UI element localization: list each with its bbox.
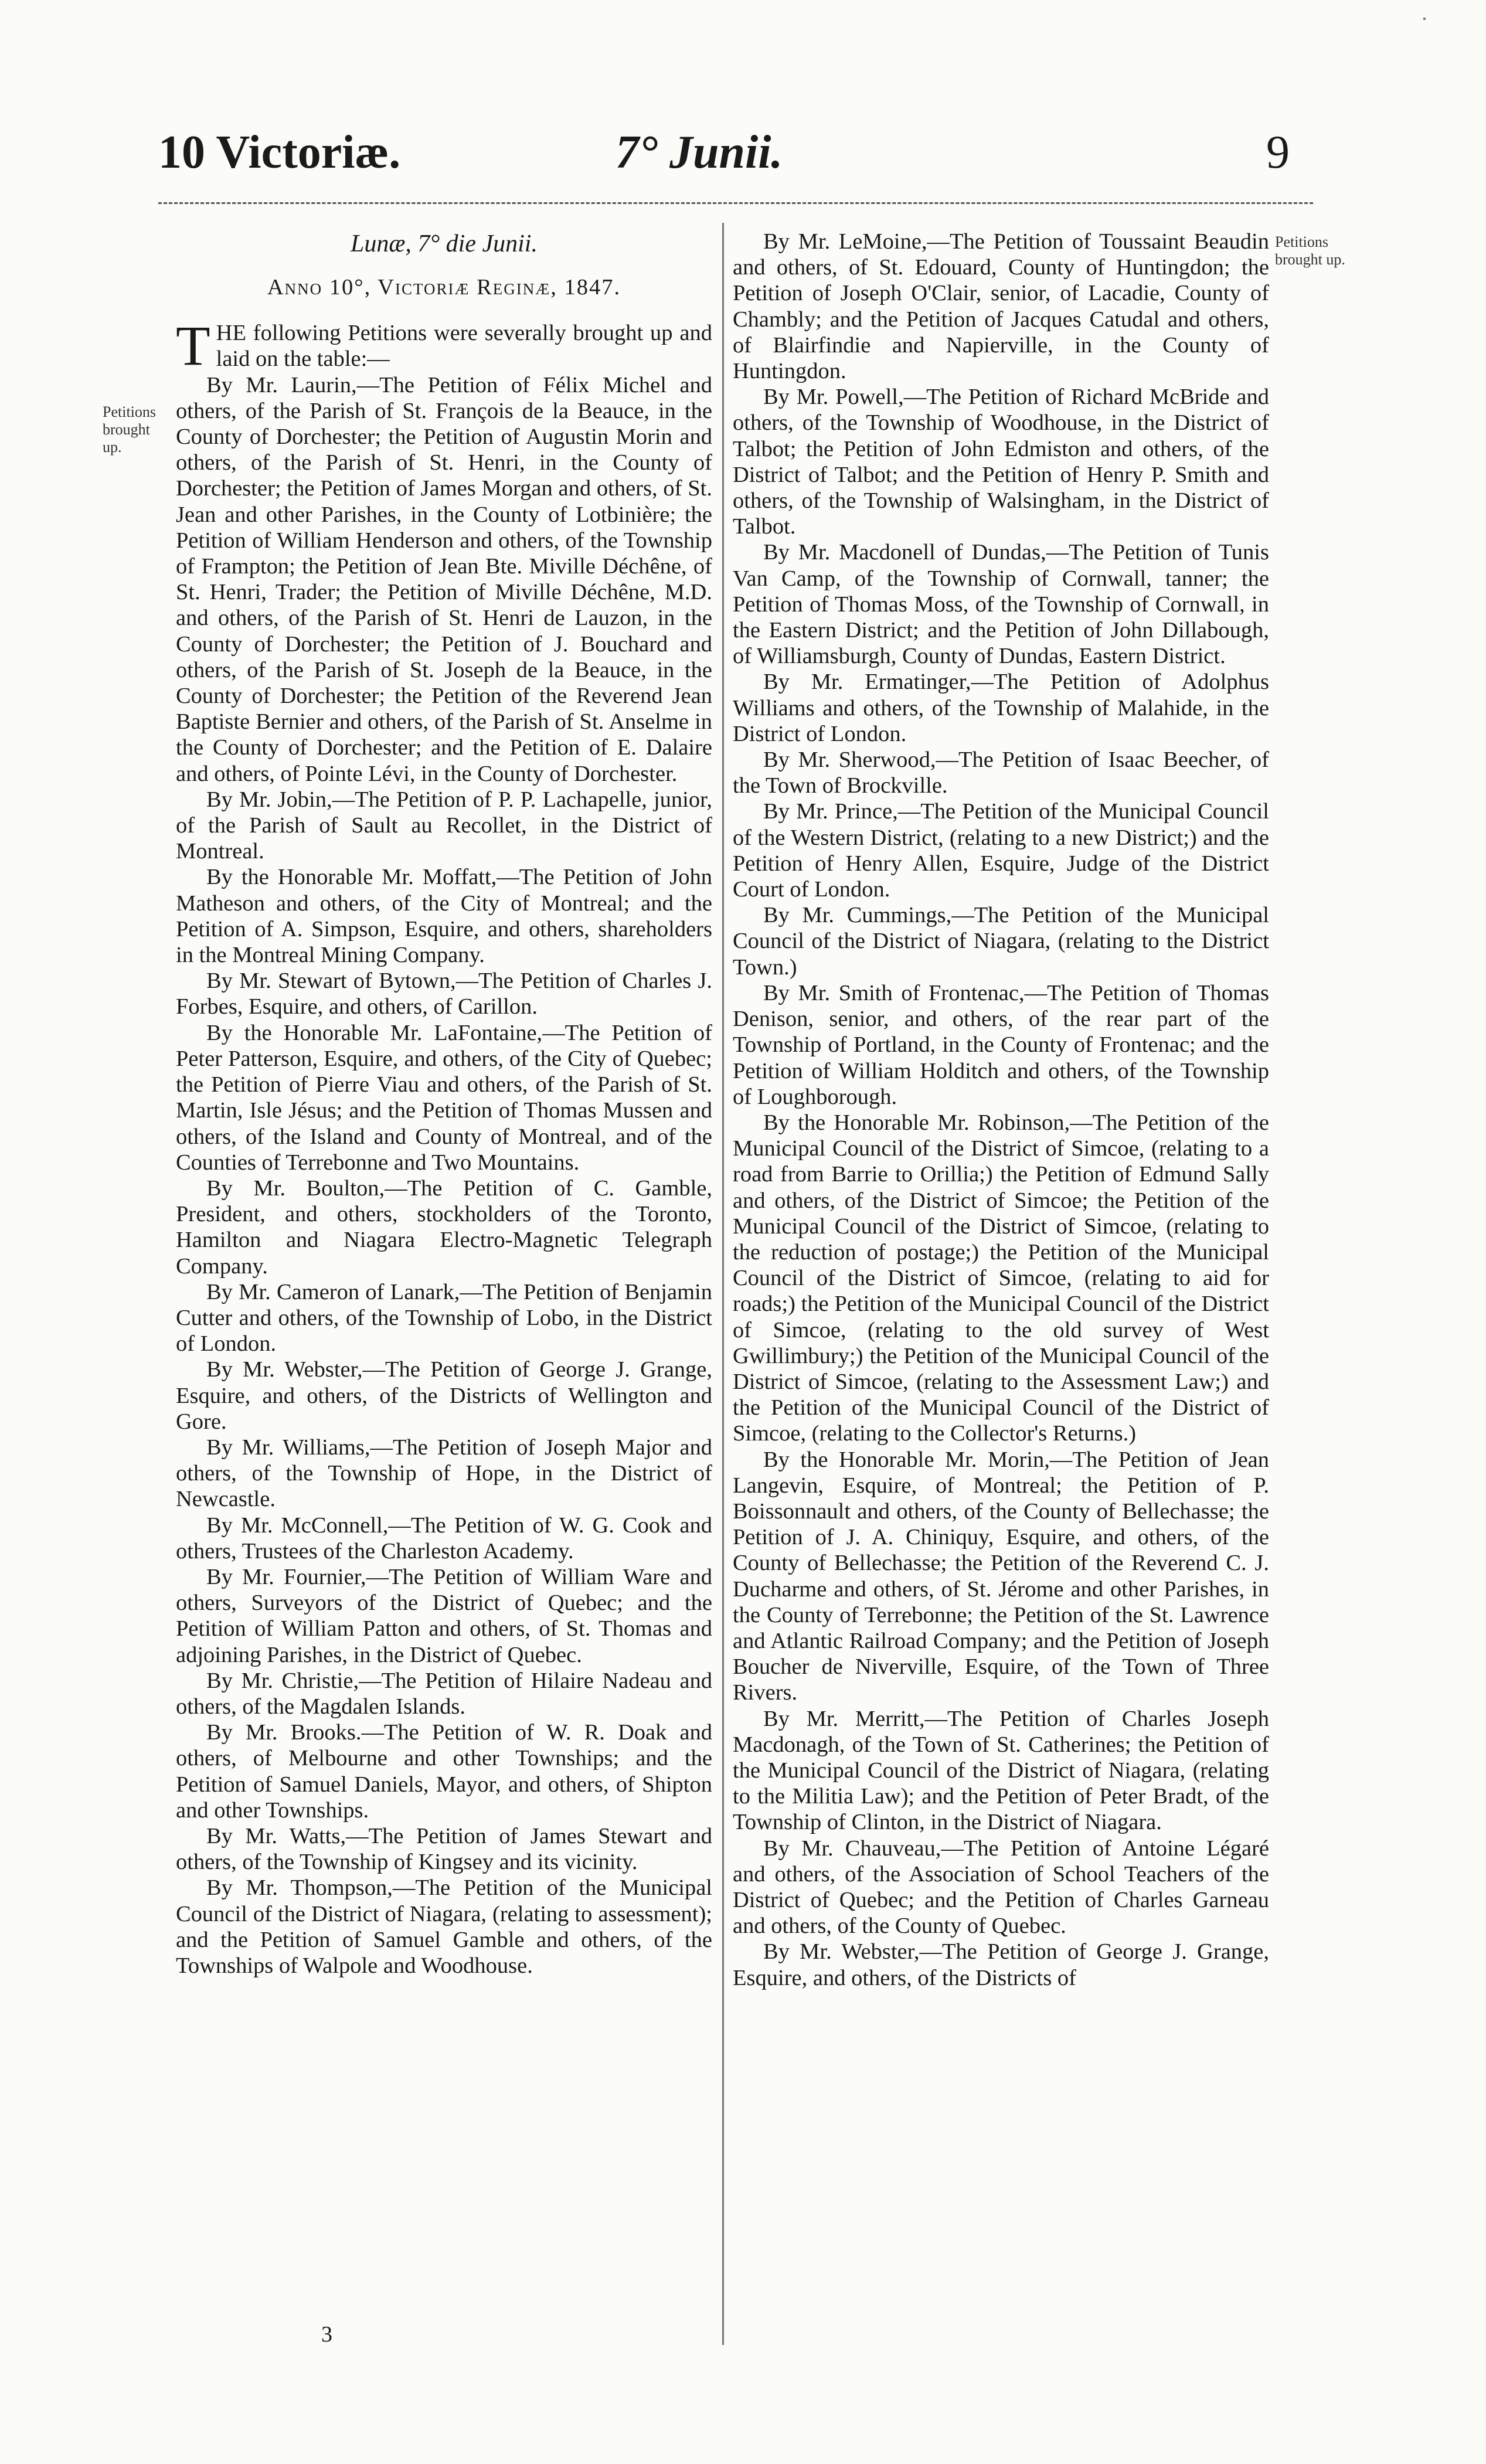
petition-entry: By Mr. Brooks.—The Petition of W. R. Doak and others, of Melbourne and other Townships; and the Petition of Samuel Daniels, Mayor, and others, of Shipton and other Townships. <box>176 1720 712 1823</box>
left-column <box>176 229 712 1979</box>
running-head-date: 7° Junii. <box>616 127 783 178</box>
petition-entry: By Mr. Watts,—The Petition of James Stewart and others, of the Township of Kingsey and its vicinity. <box>176 1823 712 1875</box>
page-number: 9 <box>1266 127 1290 178</box>
petition-entry: By Mr. Sherwood,—The Petition of Isaac Beecher, of the Town of Brockville. <box>733 747 1269 798</box>
petition-entry: By the Honorable Mr. Morin,—The Petition of Jean Langevin, Esquire, of Montreal; the Petition of P. Boissonnault and others, of the County of Bellechasse; the Petition of J. A. Chiniquy, Esquire, and others, of the County of Bellechasse; the Petition of the Reverend C. J. Ducharme and others, of St. Jérome and other Parishes, in the County of Terrebonne; the Petition of the St. Lawrence and Atlantic Railroad Company; and the Petition of Joseph Boucher de Niverville, Esquire, of the Town of Three Rivers. <box>733 1447 1269 1705</box>
opening-text: HE following Petitions were severally brought up and laid on the table:— <box>216 321 712 372</box>
margin-note-right: Petitions brought up. <box>1275 233 1345 268</box>
petition-entry: By Mr. Webster,—The Petition of George J. Grange, Esquire, and others, of the Districts of Wellington and Gore. <box>176 1357 712 1434</box>
running-head-regnal-year: 10 Victoriæ. <box>158 127 401 178</box>
petition-entry: By Mr. Cummings,—The Petition of the Municipal Council of the District of Niagara, (relating to the District Town.) <box>733 903 1269 980</box>
signature-mark: 3 <box>321 2322 332 2347</box>
page-speck <box>1423 18 1426 20</box>
petition-entry: By Mr. Ermatinger,—The Petition of Adolphus Williams and others, of the Township of Malahide, in the District of London. <box>733 669 1269 746</box>
petition-entry: By Mr. Prince,—The Petition of the Municipal Council of the Western District, (relating to a new District;) and the Petition of Henry Allen, Esquire, Judge of the District Court of London. <box>733 799 1269 902</box>
petition-entry: By Mr. Boulton,—The Petition of C. Gamble, President, and others, stockholders of the Toronto, Hamilton and Niagara Electro-Magnetic Telegraph Company. <box>176 1175 712 1279</box>
right-column <box>733 229 1269 1991</box>
running-head <box>158 126 1290 185</box>
petition-entry: By Mr. Stewart of Bytown,—The Petition of Charles J. Forbes, Esquire, and others, of Carillon. <box>176 968 712 1019</box>
petition-entry: By Mr. Fournier,—The Petition of William Ware and others, Surveyors of the District of Quebec; and the Petition of William Patton and others, of St. Thomas and adjoining Parishes, in the District of Quebec. <box>176 1564 712 1667</box>
petition-entry: By Mr. Smith of Frontenac,—The Petition of Thomas Denison, senior, and others, of the rear part of the Township of Portland, in the County of Frontenac; and the Petition of William Holditch and others, of the Township of Loughborough. <box>733 980 1269 1109</box>
header-rule <box>158 202 1313 204</box>
petition-entry: By Mr. Christie,—The Petition of Hilaire Nadeau and others, of the Magdalen Islands. <box>176 1668 712 1719</box>
margin-note-left: Petitions brought up. <box>103 403 157 456</box>
column-divider <box>722 223 724 2345</box>
petition-entry: By the Honorable Mr. Robinson,—The Petition of the Municipal Council of the District of Simcoe, (relating to a road from Barrie to Orillia;) the Petition of Edmund Sally and others, of the District of Simcoe; the Petition of the Municipal Council of the District of Simcoe, (relating to the reduction of postage;) the Petition of the Municipal Council of the District of Simcoe, (relating to aid for roads;) the Petition of the Municipal Council of the District of Simcoe, (relating to the old survey of West Gwillimbury;) the Petition of the Municipal Council of the District of Simcoe, (relating to the Assessment Law;) and the Petition of the Municipal Council of the District of Simcoe, (relating to the Collector's Returns.) <box>733 1110 1269 1446</box>
petition-entry: By Mr. Powell,—The Petition of Richard McBride and others, of the Township of Woodhouse, in the District of Talbot; the Petition of John Edmiston and others, of the District of Talbot; and the Petition of Henry P. Smith and others, of the Township of Walsingham, in the District of Talbot. <box>733 385 1269 539</box>
petition-entry: By Mr. Jobin,—The Petition of P. P. Lachapelle, junior, of the Parish of Sault au Recollet, in the District of Montreal. <box>176 787 712 864</box>
petition-entry: By Mr. Williams,—The Petition of Joseph Major and others, of the Township of Hope, in the District of Newcastle. <box>176 1435 712 1512</box>
opening-paragraph <box>176 314 712 378</box>
petition-entry: By Mr. Webster,—The Petition of George J. Grange, Esquire, and others, of the Districts of <box>733 1939 1269 1990</box>
petition-entry: By Mr. Thompson,—The Petition of the Municipal Council of the District of Niagara, (relating to assessment); and the Petition of Samuel Gamble and others, of the Townships of Walpole and Woodhouse. <box>176 1875 712 1978</box>
petition-entry: By Mr. LeMoine,—The Petition of Toussaint Beaudin and others, of St. Edouard, County of Huntingdon; the Petition of Joseph O'Clair, senior, of Lacadie, County of Chambly; and the Petition of Jacques Catudal and others, of Blairfindie and Napierville, in the County of Huntingdon. <box>733 229 1269 384</box>
petition-entry: By Mr. Macdonell of Dundas,—The Petition of Tunis Van Camp, of the Township of Cornwall, tanner; the Petition of Thomas Moss, of the Township of Cornwall, in the Eastern District; and the Petition of John Dillabough, of Williamsburgh, County of Dundas, Eastern District. <box>733 540 1269 669</box>
petition-entry: By the Honorable Mr. Moffatt,—The Petition of John Matheson and others, of the City of Montreal; and the Petition of A. Simpson, Esquire, and others, shareholders in the Montreal Mining Company. <box>176 865 712 968</box>
petition-entry: By Mr. Cameron of Lanark,—The Petition of Benjamin Cutter and others, of the Township of Lobo, in the District of London. <box>176 1279 712 1357</box>
sitting-heading: Lunæ, 7° die Junii. <box>351 230 538 257</box>
drop-cap: T <box>176 314 210 378</box>
petition-entry: By Mr. McConnell,—The Petition of W. G. Cook and others, Trustees of the Charleston Academy. <box>176 1513 712 1564</box>
petition-entry: By Mr. Laurin,—The Petition of Félix Michel and others, of the Parish of St. François de la Beauce, in the County of Dorchester; the Petition of Augustin Morin and others, of the Parish of St. Henri, in the County of Dorchester; the Petition of James Morgan and others, of St. Jean and other Parishes, in the County of Lotbinière; the Petition of William Henderson and others, of the Township of Frampton; the Petition of Jean Bte. Miville Déchêne, of St. Henri, Trader; the Petition of Miville Déchêne, M.D. and others, of the Parish of St. Henri de Lauzon, in the County of Dorchester; the Petition of J. Bouchard and others, of the Parish of St. Joseph de la Beauce, in the County of Dorchester; the Petition of the Reverend Jean Baptiste Bernier and others, of the Parish of St. Anselme in the County of Dorchester; and the Petition of E. Dalaire and others, of Pointe Lévi, in the County of Dorchester. <box>176 372 712 786</box>
petition-entry: By the Honorable Mr. LaFontaine,—The Petition of Peter Patterson, Esquire, and others, of the City of Quebec; the Petition of Pierre Viau and others, of the Parish of St. Martin, Isle Jésus; and the Petition of Thomas Mussen and others, of the Island and County of Montreal, and of the Counties of Terrebonne and Two Mountains. <box>176 1020 712 1175</box>
petition-entry: By Mr. Chauveau,—The Petition of Antoine Légaré and others, of the Association of School Teachers of the District of Quebec; and the Petition of Charles Garneau and others, of the County of Quebec. <box>733 1836 1269 1939</box>
petition-entry: By Mr. Merritt,—The Petition of Charles Joseph Macdonagh, of the Town of St. Catherines; the Petition of the Municipal Council of the District of Niagara, (relating to the Militia Law); and the Petition of Peter Bradt, of the Township of Clinton, in the District of Niagara. <box>733 1706 1269 1835</box>
session-year: Anno 10°, Victoriæ Reginæ, 1847. <box>267 275 621 300</box>
